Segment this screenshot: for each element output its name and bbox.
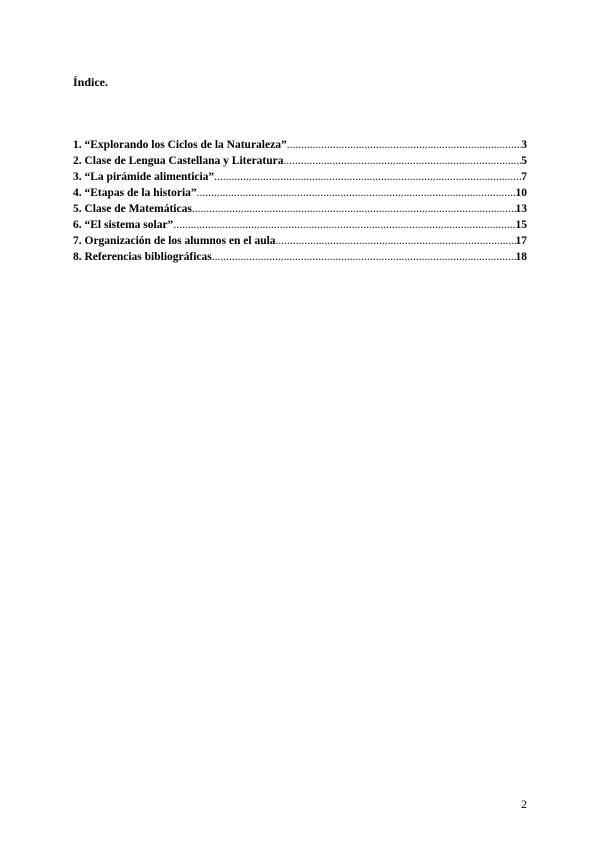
toc-entry-label: 2. Clase de Lengua Castellana y Literatura [73, 155, 284, 167]
toc-entry-label: 8. Referencias bibliográficas [73, 251, 212, 263]
toc-entry-label: 1. “Explorando los Ciclos de la Naturaleza” [73, 139, 287, 151]
toc-entry[interactable] [73, 169, 527, 185]
table-of-contents [73, 137, 527, 265]
toc-entry[interactable] [73, 249, 527, 265]
toc-entry[interactable] [73, 217, 527, 233]
toc-entry-page: 17 [515, 235, 527, 247]
toc-entry[interactable] [73, 185, 527, 201]
toc-dot-leader [192, 201, 516, 217]
toc-entry-page: 13 [515, 203, 527, 215]
toc-entry-page: 3 [521, 139, 527, 151]
toc-entry-label: 7. Organización de los alumnos en el aula [73, 235, 276, 247]
toc-dot-leader [276, 233, 516, 249]
toc-entry[interactable] [73, 233, 527, 249]
toc-entry-page: 5 [521, 155, 527, 167]
toc-dot-leader [212, 249, 516, 265]
toc-dot-leader [173, 217, 515, 233]
toc-entry-page: 10 [515, 187, 527, 199]
toc-entry-page: 15 [515, 219, 527, 231]
toc-entry[interactable] [73, 153, 527, 169]
toc-dot-leader [197, 185, 516, 201]
toc-entry-label: 4. “Etapas de la historia” [73, 187, 197, 199]
toc-entry[interactable] [73, 137, 527, 153]
page-title: Índice. [73, 75, 109, 89]
toc-dot-leader [214, 169, 521, 185]
toc-dot-leader [287, 137, 522, 153]
toc-entry-label: 3. “La pirámide alimenticia” [73, 171, 215, 183]
toc-entry-label: 6. “El sistema solar” [73, 219, 174, 231]
toc-entry-page: 18 [515, 251, 527, 263]
toc-entry[interactable] [73, 201, 527, 217]
page-number: 2 [521, 797, 527, 811]
toc-entry-page: 7 [521, 171, 527, 183]
toc-entry-label: 5. Clase de Matemáticas [73, 203, 192, 215]
toc-dot-leader [284, 153, 522, 169]
